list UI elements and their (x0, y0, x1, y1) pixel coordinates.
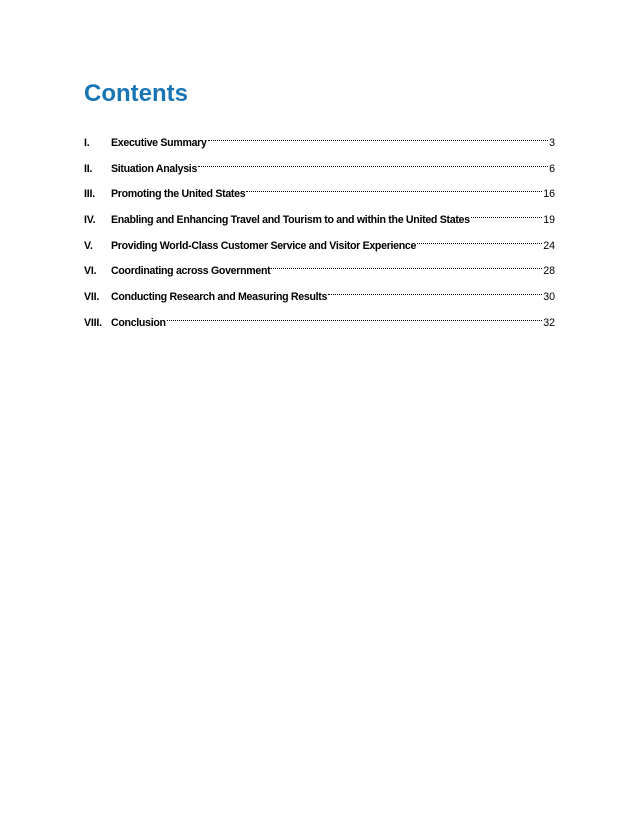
toc-entry-number: III. (84, 188, 95, 201)
toc-entry-label: Enabling and Enhancing Travel and Tourism to and within the United States (111, 214, 470, 227)
toc-entry-world-class-customer-service[interactable] (84, 231, 555, 252)
page-title: Contents (84, 80, 188, 107)
toc-entry-situation-analysis[interactable] (84, 154, 555, 175)
toc-entry-page-number: 3 (549, 137, 555, 149)
toc-entry-number: VII. (84, 291, 100, 304)
dot-leader (246, 179, 542, 197)
toc-entry-label: Situation Analysis (111, 162, 198, 175)
table-of-contents (84, 128, 555, 334)
toc-entry-conclusion[interactable] (84, 308, 555, 329)
toc-entry-label: Conclusion (111, 316, 166, 329)
dot-leader (198, 154, 548, 172)
dot-leader (167, 308, 543, 326)
toc-entry-page-number: 6 (549, 162, 555, 175)
toc-entry-label: Providing World-Class Customer Service and Visitor Experience (111, 239, 417, 252)
toc-entry-promoting-the-united-states[interactable] (84, 179, 555, 201)
dot-leader (208, 128, 549, 146)
dot-leader (471, 205, 542, 223)
toc-entry-number: I. (84, 137, 90, 149)
toc-entry-page-number: 16 (543, 188, 555, 201)
toc-entry-page-number: 32 (543, 316, 555, 329)
toc-entry-page-number: 30 (543, 291, 555, 304)
dot-leader (417, 231, 542, 249)
toc-entry-page-number: 24 (543, 239, 555, 252)
toc-entry-label: Conducting Research and Measuring Results (111, 291, 328, 304)
toc-entry-label: Executive Summary (111, 137, 207, 149)
toc-entry-executive-summary[interactable] (84, 128, 555, 149)
dot-leader (328, 282, 542, 300)
toc-entry-label: Promoting the United States (111, 188, 246, 201)
toc-entry-number: II. (84, 162, 93, 175)
toc-entry-label: Coordinating across Government (111, 265, 271, 278)
toc-entry-conducting-research[interactable] (84, 282, 555, 304)
toc-entry-enabling-and-enhancing-travel[interactable] (84, 205, 555, 227)
toc-entry-number: VI. (84, 265, 97, 278)
toc-entry-number: V. (84, 239, 93, 252)
toc-entry-number: VIII. (84, 316, 102, 329)
toc-entry-coordinating-across-government[interactable] (84, 256, 555, 278)
toc-entry-number: IV. (84, 214, 96, 227)
toc-entry-page-number: 28 (543, 265, 555, 278)
toc-entry-page-number: 19 (543, 214, 555, 227)
dot-leader (271, 256, 542, 274)
